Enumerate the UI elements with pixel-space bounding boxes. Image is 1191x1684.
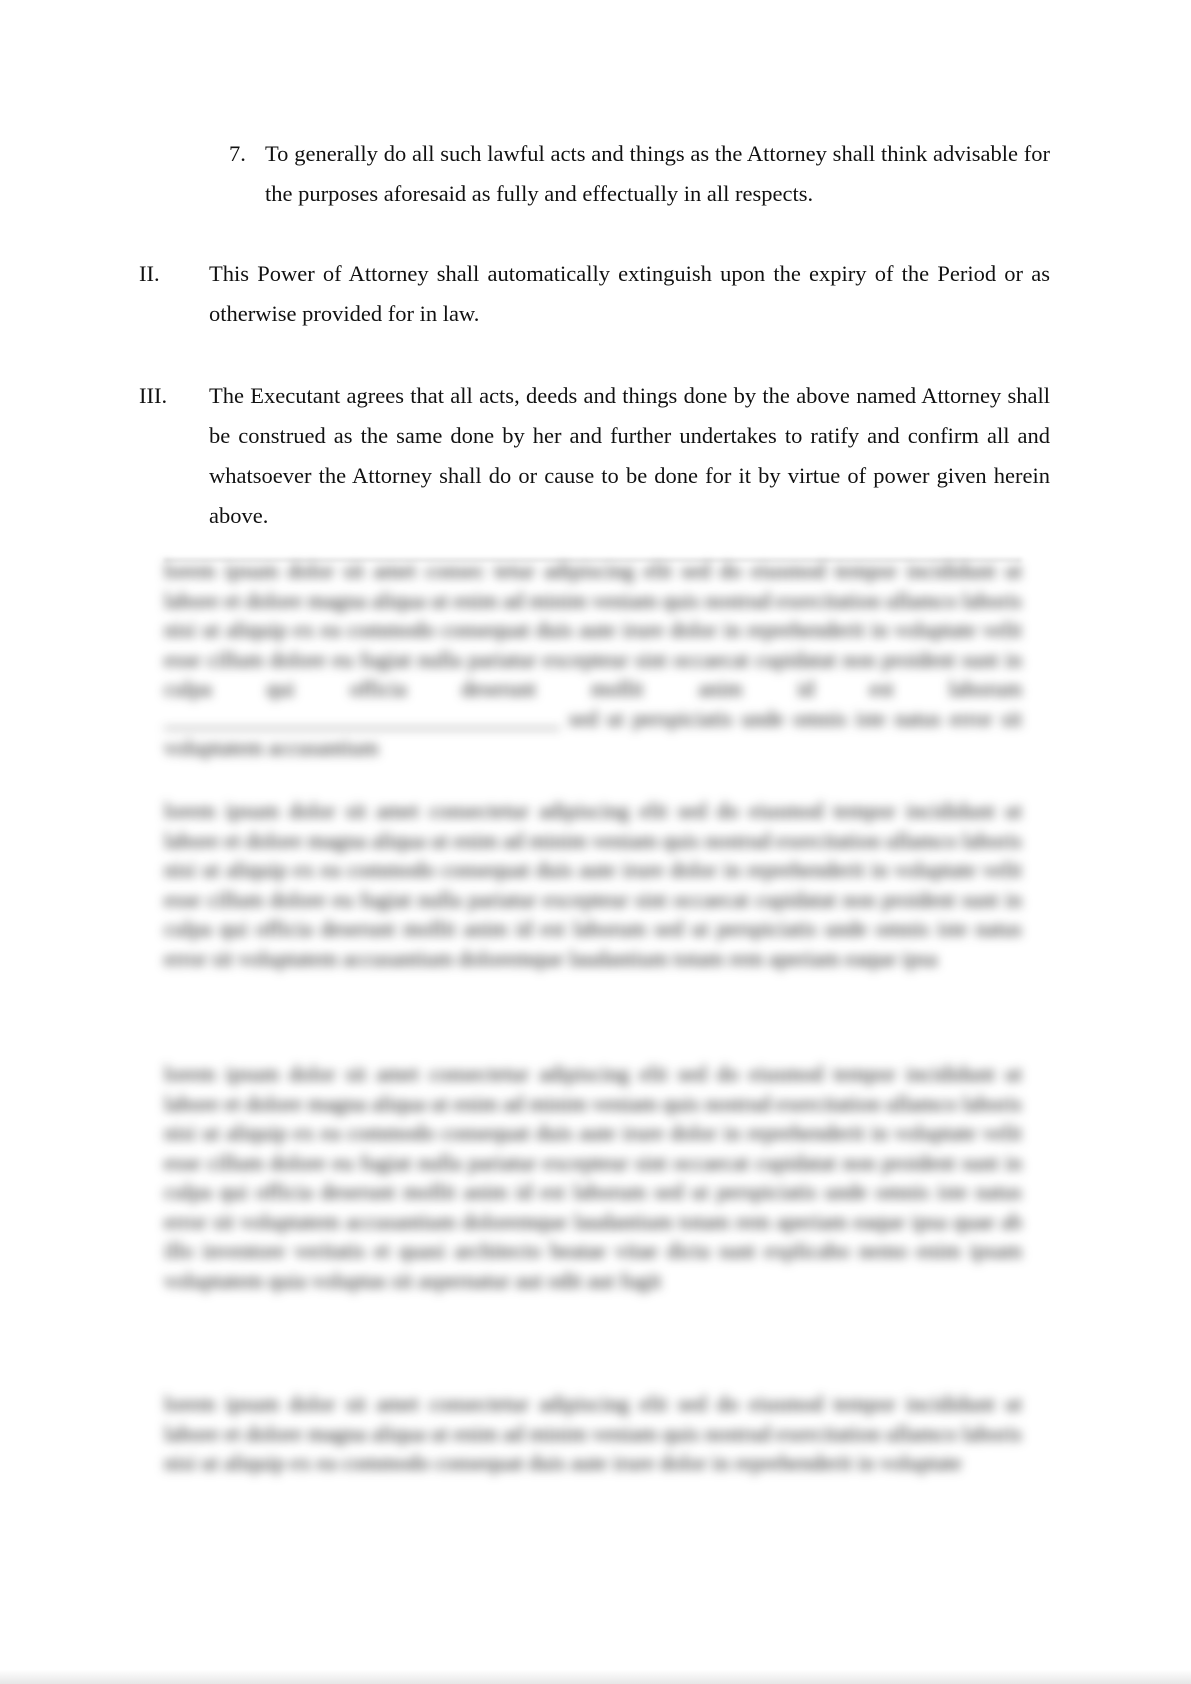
page-bottom-edge [0,1670,1191,1684]
clause-number: II. [139,261,160,286]
list-item-number: 7. [229,141,246,166]
blurred-paragraph: lorem ipsum dolor sit amet consectetur adipiscing elit sed do eiusmod tempor incididunt ut labore et dolore magna aliqua ut enim ad minim veniam quis nostrud exercitation ullamco laboris nisi ut aliquip ex ea commodo consequat duis aute irure dolor in reprehenderit in voluptate velit esse cillum dolore eu fugiat nulla pariatur excepteur sint occaecat cupidatat non proident sunt in culpa qui officia deserunt mollit anim id est laborum sed ut perspiciatis unde omnis iste natus error sit voluptatem accusantium doloremque laudantium totam rem aperiam eaque ipsa [164,798,1022,971]
blurred-preview-region [164,556,1022,1476]
clause-text: The Executant agrees that all acts, deeds and things done by the above named Attorney shall be construed as the same done by her and further undertakes to ratify and confirm all and whatsoever the Attorney shall do or cause to be done for it by virtue of power given herein above. [209,383,1050,528]
blurred-paragraph: lorem ipsum dolor sit amet consec tetur adipiscing elit sed do eiusmod tempor incididunt ut labore et dolore magna aliqua ut enim ad minim veniam quis nostrud exercitation ullamco laboris nisi ut aliquip ex ea commodo consequat duis aute irure dolor in reprehenderit in voluptate velit esse cillum dolore eu fugiat nulla pariatur excepteur sint occaecat cupidatat non proident sunt in culpa qui officia deserunt mollit anim id est laborum ____________________________________ sed ut perspiciatis unde omnis iste natus error sit voluptatem accusantium [164,558,1022,760]
blurred-paragraph: lorem ipsum dolor sit amet consectetur adipiscing elit sed do eiusmod tempor incididunt ut labore et dolore magna aliqua ut enim ad minim veniam quis nostrud exercitation ullamco laboris nisi ut aliquip ex ea commodo consequat duis aute irure dolor in reprehenderit in voluptate [164,1391,1022,1475]
clause-number: III. [139,383,168,408]
blurred-paragraph: lorem ipsum dolor sit amet consectetur adipiscing elit sed do eiusmod tempor incididunt ut labore et dolore magna aliqua ut enim ad minim veniam quis nostrud exercitation ullamco laboris nisi ut aliquip ex ea commodo consequat duis aute irure dolor in reprehenderit in voluptate velit esse cillum dolore eu fugiat nulla pariatur excepteur sint occaecat cupidatat non proident sunt in culpa qui officia deserunt mollit anim id est laborum sed ut perspiciatis unde omnis iste natus error sit voluptatem accusantium doloremque laudantium totam rem aperiam eaque ipsa quae ab illo inventore veritatis et quasi architecto beatae vitae dicta sunt explicabo nemo enim ipsam voluptatem quia voluptas sit aspernatur aut odit aut fugit [164,1061,1022,1293]
clause-text: This Power of Attorney shall automatically extinguish upon the expiry of the Period or as otherwise provided for in law. [209,261,1050,326]
list-item-text: To generally do all such lawful acts and things as the Attorney shall think advisable for the purposes aforesaid as fully and effectually in all respects. [265,141,1050,206]
